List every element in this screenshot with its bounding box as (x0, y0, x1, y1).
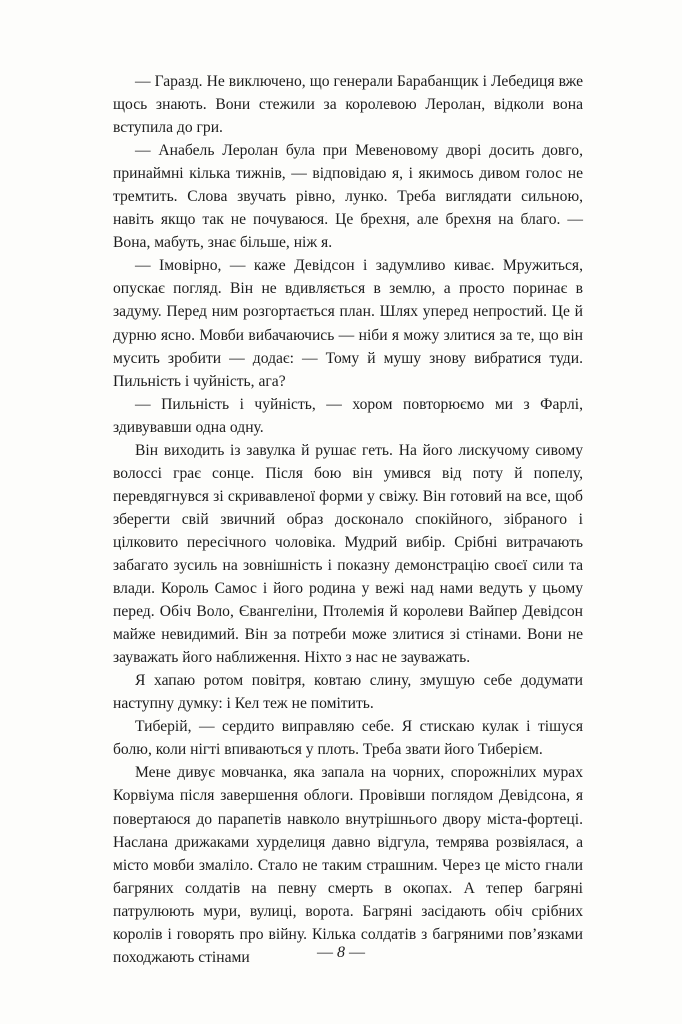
body-text (113, 70, 583, 969)
paragraph-4: — Пильність і чуйність, — хором повторюємо ми з Фарлі, здивувавши одна одну. (113, 395, 583, 436)
page-number-value: 8 (337, 944, 345, 961)
paragraph-3: — Імовірно, — каже Девідсон і задумливо киває. Мружиться, опускає погляд. Він не вдивляється в землю, а просто поринає в задуму. Перед ним розгортається план. Шлях уперед непростий. Це й дурню ясно. Мовби вибачаючись — ніби я можу злитися за те, що він мусить зробити — додає: — Тому й мушу знову вибратися туди. Пильність і чуйність, ага? (113, 257, 583, 390)
paragraph-5: Він виходить із завулка й рушає геть. На його лискучому сивому волоссі грає сонце. Після бою він умився від поту й попелу, перевдягнувся зі скривавленої форми у свіжу. Він готовий на все, щоб зберегти свій звичний образ досконало спокійного, зібраного і цілковито пересічного чоловіка. Мудрий вибір. Срібні витрачають забагато зусиль на зовнішність і показну демонстрацію своєї сили та влади. Король Самос і його родина у вежі над нами ведуть у цьому перед. Обіч Воло, Євангеліни, Птолемія й королеви Вайпер Девідсон майже невидимий. Він за потреби може злитися зі стінами. Вони не зауважать його наближення. Ніхто з нас не зауважать. (113, 441, 583, 667)
page-number-dash-left: — (317, 944, 333, 961)
paragraph-1: — Гаразд. Не виключено, що генерали Барабанщик і Лебедиця вже щось знають. Вони стежили за королевою Леролан, відколи вона вступила до гри. (113, 73, 583, 137)
paragraph-2: — Анабель Леролан була при Мевеновому дворі досить довго, принаймні кілька тижнів, — відповідаю я, і якимось дивом голос не тремтить. Слова звучать рівно, лунко. Треба виглядати сильною, навіть якщо так не почуваюся. Це брехня, але брехня на благо. — Вона, мабуть, знає більше, ніж я. (113, 142, 583, 252)
paragraph-8: Мене дивує мовчанка, яка запала на чорних, спорожнілих мурах Корвіума після завершення облоги. Провівши поглядом Девідсона, я повертаюся до парапетів навколо внутрішнього двору міста-фортеці. Наслана дрижаками хурделиця давно відгула, темрява розвіялася, а місто мовби змаліло. Стало не таким страшним. Через це місто гнали багряних солдатів на певну смерть в окопах. А тепер багряні патрулюють мури, вулиці, ворота. Багряні засідають обіч срібних королів і говорять про війну. Кілька солдатів з багряними пов’язками походжають стінами (113, 764, 583, 966)
paragraph-7: Тиберій, — сердито виправляю себе. Я стискаю кулак і тішуся болю, коли нігті впиваються у плоть. Треба звати його Тиберієм. (113, 718, 583, 759)
page-number (0, 944, 682, 962)
page-number-dash-right: — (349, 944, 365, 961)
paragraph-6: Я хапаю ротом повітря, ковтаю слину, змушую себе додумати наступну думку: і Кел теж не помітить. (113, 672, 583, 713)
